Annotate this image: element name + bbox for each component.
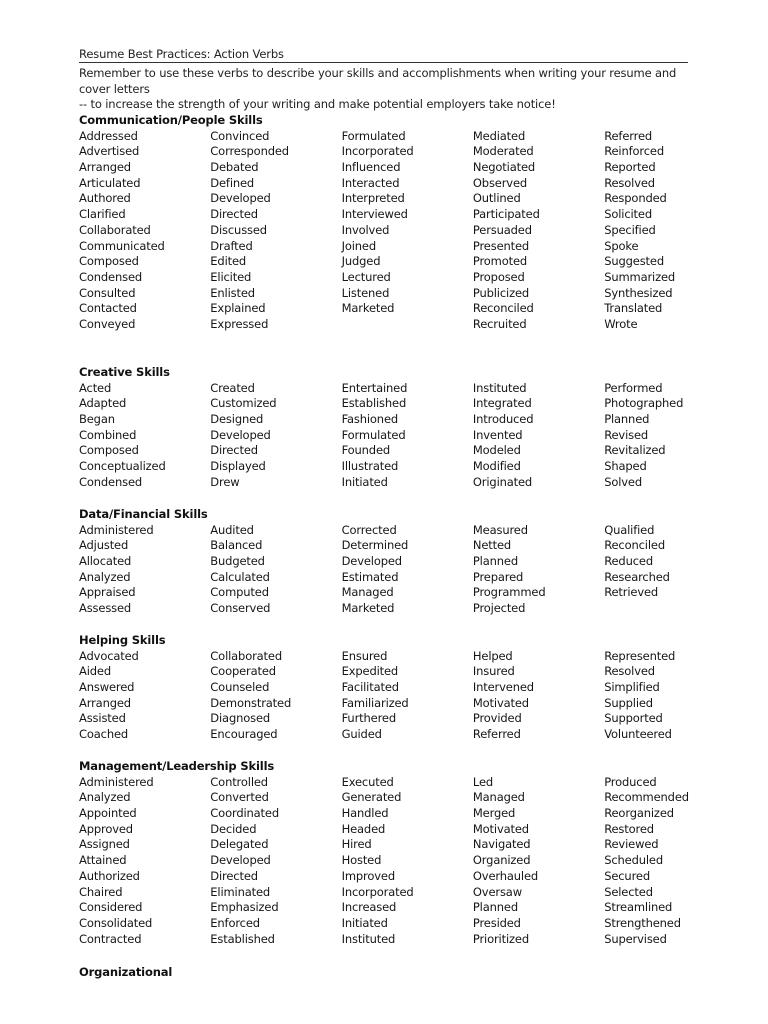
verb-column bbox=[210, 381, 341, 491]
action-verb: Oversaw bbox=[472, 884, 522, 899]
action-verb: Developed bbox=[210, 191, 271, 206]
action-verb: Reported bbox=[604, 160, 656, 175]
action-verb: Formulated bbox=[341, 128, 406, 143]
action-verb: Addressed bbox=[79, 128, 138, 143]
action-verb: Facilitated bbox=[341, 680, 399, 695]
action-verb: Reorganized bbox=[604, 806, 674, 821]
action-verb: Administered bbox=[79, 774, 154, 789]
action-verb: Established bbox=[210, 931, 275, 946]
action-verb: Supported bbox=[604, 711, 663, 726]
verb-column bbox=[342, 649, 473, 743]
action-verb: Adapted bbox=[79, 396, 127, 411]
action-verb: Interpreted bbox=[341, 191, 405, 206]
action-verb: Appraised bbox=[79, 585, 136, 600]
action-verb: Resolved bbox=[604, 664, 655, 679]
action-verb: Presided bbox=[472, 915, 521, 930]
action-verb: Revitalized bbox=[604, 443, 666, 458]
action-verb: Entertained bbox=[341, 380, 408, 395]
action-verb: Marketed bbox=[341, 301, 395, 316]
action-verb: Recruited bbox=[472, 316, 527, 331]
action-verb: Directed bbox=[210, 443, 258, 458]
action-verb: Coached bbox=[79, 727, 129, 742]
action-verb: Customized bbox=[210, 396, 277, 411]
action-verb: Consulted bbox=[79, 285, 136, 300]
action-verb: Responded bbox=[604, 191, 667, 206]
action-verb: Wrote bbox=[604, 316, 638, 331]
action-verb: Directed bbox=[210, 868, 258, 883]
action-verb: Performed bbox=[604, 380, 663, 395]
action-verb: Planned bbox=[472, 554, 518, 569]
action-verb: Lectured bbox=[341, 269, 391, 284]
verb-column bbox=[473, 523, 604, 617]
verb-columns bbox=[79, 381, 735, 491]
verb-column bbox=[79, 523, 210, 617]
action-verb: Debated bbox=[210, 160, 259, 175]
action-verb: Modeled bbox=[472, 443, 521, 458]
action-verb: Contracted bbox=[79, 931, 142, 946]
verb-column bbox=[210, 775, 341, 948]
action-verb: Planned bbox=[604, 412, 650, 427]
action-verb: Referred bbox=[472, 727, 521, 742]
action-verb: Enforced bbox=[210, 915, 260, 930]
action-verb: Motivated bbox=[472, 821, 529, 836]
action-verb: Invented bbox=[472, 427, 523, 442]
action-verb: Netted bbox=[472, 538, 512, 553]
action-verb: Supplied bbox=[604, 695, 653, 710]
action-verb: Composed bbox=[79, 254, 139, 269]
section-title: Helping Skills bbox=[79, 633, 166, 647]
section-title: Communication/People Skills bbox=[79, 113, 263, 127]
action-verb: Answered bbox=[79, 680, 135, 695]
action-verb: Administered bbox=[79, 522, 154, 537]
action-verb: Marketed bbox=[341, 601, 395, 616]
action-verb: Eliminated bbox=[210, 884, 271, 899]
action-verb: Restored bbox=[604, 821, 654, 836]
action-verb: Assessed bbox=[79, 601, 132, 616]
section-title: Data/Financial Skills bbox=[79, 507, 208, 521]
verb-column bbox=[210, 129, 341, 333]
action-verb: Collaborated bbox=[210, 648, 282, 663]
action-verb: Displayed bbox=[210, 459, 266, 474]
action-verb: Convinced bbox=[210, 128, 270, 143]
skill-section bbox=[79, 633, 735, 743]
action-verb: Introduced bbox=[472, 412, 534, 427]
action-verb: Volunteered bbox=[604, 727, 672, 742]
action-verb: Joined bbox=[341, 238, 376, 253]
action-verb: Reconciled bbox=[604, 538, 665, 553]
action-verb: Advocated bbox=[79, 648, 139, 663]
action-verb: Delegated bbox=[210, 837, 269, 852]
section-title: Management/Leadership Skills bbox=[79, 759, 275, 773]
action-verb: Adjusted bbox=[79, 538, 129, 553]
action-verb: Merged bbox=[472, 806, 516, 821]
action-verb: Approved bbox=[79, 821, 133, 836]
action-verb: Generated bbox=[341, 790, 402, 805]
action-verb: Collaborated bbox=[79, 222, 151, 237]
action-verb: Prioritized bbox=[472, 931, 529, 946]
action-verb: Created bbox=[210, 380, 255, 395]
action-verb: Instituted bbox=[341, 931, 396, 946]
action-verb: Founded bbox=[341, 443, 391, 458]
verb-column bbox=[604, 129, 735, 333]
action-verb: Judged bbox=[341, 254, 381, 269]
action-verb: Synthesized bbox=[604, 285, 673, 300]
action-verb: Reduced bbox=[604, 554, 653, 569]
action-verb: Represented bbox=[604, 648, 676, 663]
action-verb: Produced bbox=[604, 774, 657, 789]
verb-column bbox=[79, 775, 210, 948]
action-verb: Selected bbox=[604, 884, 653, 899]
action-verb: Communicated bbox=[79, 238, 165, 253]
verb-column bbox=[342, 775, 473, 948]
action-verb: Secured bbox=[604, 868, 650, 883]
action-verb: Condensed bbox=[79, 474, 143, 489]
action-verb: Clarified bbox=[79, 207, 126, 222]
action-verb: Allocated bbox=[79, 554, 132, 569]
action-verb: Publicized bbox=[472, 285, 530, 300]
action-verb: Summarized bbox=[604, 269, 676, 284]
action-verb: Considered bbox=[79, 900, 143, 915]
action-verb: Integrated bbox=[472, 396, 532, 411]
action-verb: Coordinated bbox=[210, 806, 279, 821]
action-verb: Streamlined bbox=[604, 900, 673, 915]
skill-section bbox=[79, 113, 735, 333]
action-verb: Explained bbox=[210, 301, 266, 316]
action-verb: Spoke bbox=[604, 238, 639, 253]
action-verb: Converted bbox=[210, 790, 269, 805]
action-verb: Helped bbox=[472, 648, 513, 663]
action-verb: Articulated bbox=[79, 175, 141, 190]
action-verb: Listened bbox=[341, 285, 390, 300]
action-verb: Researched bbox=[604, 569, 670, 584]
action-verb: Advertised bbox=[79, 144, 140, 159]
action-verb: Managed bbox=[472, 790, 525, 805]
action-verb: Increased bbox=[341, 900, 397, 915]
action-verb: Corresponded bbox=[210, 144, 289, 159]
action-verb: Simplified bbox=[604, 680, 660, 695]
verb-columns bbox=[79, 775, 735, 948]
action-verb: Calculated bbox=[210, 569, 270, 584]
action-verb: Programmed bbox=[472, 585, 546, 600]
action-verb: Guided bbox=[341, 727, 382, 742]
action-verb: Incorporated bbox=[341, 884, 414, 899]
verb-column bbox=[473, 129, 604, 333]
action-verb: Elicited bbox=[210, 269, 252, 284]
action-verb: Cooperated bbox=[210, 664, 276, 679]
action-verb: Outlined bbox=[472, 191, 521, 206]
verb-column bbox=[604, 523, 735, 617]
action-verb: Consolidated bbox=[79, 915, 153, 930]
action-verb: Organized bbox=[472, 853, 531, 868]
action-verb: Proposed bbox=[472, 269, 525, 284]
action-verb: Measured bbox=[472, 522, 528, 537]
action-verb: Strengthened bbox=[604, 915, 681, 930]
action-verb: Corrected bbox=[341, 522, 397, 537]
action-verb: Determined bbox=[341, 538, 409, 553]
verb-column bbox=[210, 523, 341, 617]
action-verb: Provided bbox=[472, 711, 522, 726]
action-verb: Supervised bbox=[604, 931, 667, 946]
skill-section bbox=[79, 759, 735, 947]
action-verb: Drew bbox=[210, 474, 240, 489]
action-verb: Interviewed bbox=[341, 207, 408, 222]
verb-column bbox=[79, 381, 210, 491]
action-verb: Drafted bbox=[210, 238, 253, 253]
action-verb: Handled bbox=[341, 806, 389, 821]
action-verb: Referred bbox=[604, 128, 653, 143]
action-verb: Arranged bbox=[79, 160, 131, 175]
action-verb: Initiated bbox=[341, 915, 388, 930]
action-verb: Promoted bbox=[472, 254, 528, 269]
action-verb: Analyzed bbox=[79, 569, 131, 584]
action-verb: Authorized bbox=[79, 868, 140, 883]
action-verb: Reinforced bbox=[604, 144, 664, 159]
action-verb: Projected bbox=[472, 601, 526, 616]
skill-section bbox=[79, 365, 735, 491]
section-title: Creative Skills bbox=[79, 365, 170, 379]
action-verb: Analyzed bbox=[79, 790, 131, 805]
action-verb: Expressed bbox=[210, 316, 269, 331]
action-verb: Arranged bbox=[79, 695, 131, 710]
action-verb: Contacted bbox=[79, 301, 137, 316]
action-verb: Resolved bbox=[604, 175, 655, 190]
action-verb: Encouraged bbox=[210, 727, 278, 742]
section-title: Organizational bbox=[79, 965, 173, 979]
action-verb: Participated bbox=[472, 207, 540, 222]
verb-columns bbox=[79, 523, 735, 617]
action-verb: Familiarized bbox=[341, 695, 409, 710]
action-verb: Instituted bbox=[472, 380, 527, 395]
intro-line: Remember to use these verbs to describe your skills and accomplishments when writing your resume and cover letters bbox=[79, 66, 677, 96]
action-verb: Insured bbox=[472, 664, 515, 679]
verb-columns bbox=[79, 129, 735, 333]
verb-column bbox=[604, 649, 735, 743]
action-verb: Audited bbox=[210, 522, 254, 537]
action-verb: Reconciled bbox=[472, 301, 534, 316]
action-verb: Assisted bbox=[79, 711, 126, 726]
verb-column bbox=[604, 775, 735, 948]
title-divider bbox=[79, 62, 688, 63]
action-verb: Observed bbox=[472, 175, 528, 190]
action-verb: Overhauled bbox=[472, 868, 539, 883]
verb-column bbox=[210, 649, 341, 743]
verb-column bbox=[342, 523, 473, 617]
action-verb: Improved bbox=[341, 868, 395, 883]
action-verb: Acted bbox=[79, 380, 112, 395]
action-verb: Prepared bbox=[472, 569, 524, 584]
action-verb: Managed bbox=[341, 585, 394, 600]
action-verb: Diagnosed bbox=[210, 711, 271, 726]
action-verb: Controlled bbox=[210, 774, 268, 789]
action-verb: Decided bbox=[210, 821, 257, 836]
action-verb: Condensed bbox=[79, 269, 143, 284]
action-verb: Interacted bbox=[341, 175, 400, 190]
action-verb: Conceptualized bbox=[79, 459, 166, 474]
action-verb: Defined bbox=[210, 175, 255, 190]
intro-line: -- to increase the strength of your writing and make potential employers take notice! bbox=[79, 97, 556, 111]
action-verb: Formulated bbox=[341, 427, 406, 442]
action-verb: Qualified bbox=[604, 522, 655, 537]
action-verb: Incorporated bbox=[341, 144, 414, 159]
verb-column bbox=[473, 381, 604, 491]
action-verb: Conserved bbox=[210, 601, 271, 616]
action-verb: Negotiated bbox=[472, 160, 536, 175]
action-verb: Expedited bbox=[341, 664, 399, 679]
action-verb: Suggested bbox=[604, 254, 664, 269]
action-verb: Solicited bbox=[604, 207, 652, 222]
action-verb: Developed bbox=[341, 554, 402, 569]
action-verb: Ensured bbox=[341, 648, 388, 663]
action-verb: Hosted bbox=[341, 853, 382, 868]
action-verb: Assigned bbox=[79, 837, 130, 852]
action-verb: Intervened bbox=[472, 680, 534, 695]
action-verb: Fashioned bbox=[341, 412, 399, 427]
action-verb: Recommended bbox=[604, 790, 689, 805]
action-verb: Composed bbox=[79, 443, 139, 458]
action-verb: Established bbox=[341, 396, 407, 411]
verb-column bbox=[79, 129, 210, 333]
skill-section bbox=[79, 965, 172, 981]
action-verb: Directed bbox=[210, 207, 258, 222]
action-verb: Furthered bbox=[341, 711, 396, 726]
action-verb: Modified bbox=[472, 459, 521, 474]
action-verb: Planned bbox=[472, 900, 518, 915]
action-verb: Specified bbox=[604, 222, 656, 237]
action-verb: Involved bbox=[341, 222, 390, 237]
action-verb: Headed bbox=[341, 821, 386, 836]
action-verb: Presented bbox=[472, 238, 530, 253]
action-verb: Authored bbox=[79, 191, 131, 206]
action-verb: Demonstrated bbox=[210, 695, 292, 710]
action-verb: Balanced bbox=[210, 538, 263, 553]
verb-column bbox=[604, 381, 735, 491]
verb-column bbox=[473, 649, 604, 743]
action-verb: Estimated bbox=[341, 569, 399, 584]
action-verb: Originated bbox=[472, 474, 533, 489]
action-verb: Developed bbox=[210, 427, 271, 442]
action-verb: Translated bbox=[604, 301, 663, 316]
action-verb: Shaped bbox=[604, 459, 647, 474]
action-verb: Led bbox=[472, 774, 494, 789]
action-verb: Counseled bbox=[210, 680, 270, 695]
action-verb: Navigated bbox=[472, 837, 531, 852]
action-verb: Aided bbox=[79, 664, 111, 679]
verb-column bbox=[342, 129, 473, 333]
action-verb: Began bbox=[79, 412, 115, 427]
action-verb: Attained bbox=[79, 853, 127, 868]
action-verb: Appointed bbox=[79, 806, 137, 821]
action-verb: Hired bbox=[341, 837, 372, 852]
action-verb: Discussed bbox=[210, 222, 267, 237]
action-verb: Reviewed bbox=[604, 837, 659, 852]
action-verb: Influenced bbox=[341, 160, 401, 175]
action-verb: Revised bbox=[604, 427, 649, 442]
action-verb: Mediated bbox=[472, 128, 526, 143]
verb-column bbox=[473, 775, 604, 948]
action-verb: Retrieved bbox=[604, 585, 659, 600]
verb-column bbox=[79, 649, 210, 743]
action-verb: Illustrated bbox=[341, 459, 399, 474]
verb-columns bbox=[79, 649, 735, 743]
action-verb: Combined bbox=[79, 427, 137, 442]
action-verb: Motivated bbox=[472, 695, 529, 710]
action-verb: Developed bbox=[210, 853, 271, 868]
action-verb: Emphasized bbox=[210, 900, 279, 915]
action-verb: Moderated bbox=[472, 144, 534, 159]
action-verb: Enlisted bbox=[210, 285, 255, 300]
document-title: Resume Best Practices: Action Verbs bbox=[79, 47, 284, 61]
action-verb: Budgeted bbox=[210, 554, 265, 569]
verb-column bbox=[342, 381, 473, 491]
action-verb: Executed bbox=[341, 774, 394, 789]
action-verb: Computed bbox=[210, 585, 269, 600]
action-verb: Persuaded bbox=[472, 222, 532, 237]
action-verb: Solved bbox=[604, 474, 642, 489]
skill-section bbox=[79, 507, 735, 617]
action-verb: Conveyed bbox=[79, 316, 136, 331]
action-verb: Photographed bbox=[604, 396, 684, 411]
action-verb: Scheduled bbox=[604, 853, 663, 868]
action-verb: Designed bbox=[210, 412, 264, 427]
action-verb: Chaired bbox=[79, 884, 123, 899]
intro-paragraph bbox=[79, 66, 699, 113]
action-verb: Initiated bbox=[341, 474, 388, 489]
action-verb: Edited bbox=[210, 254, 247, 269]
